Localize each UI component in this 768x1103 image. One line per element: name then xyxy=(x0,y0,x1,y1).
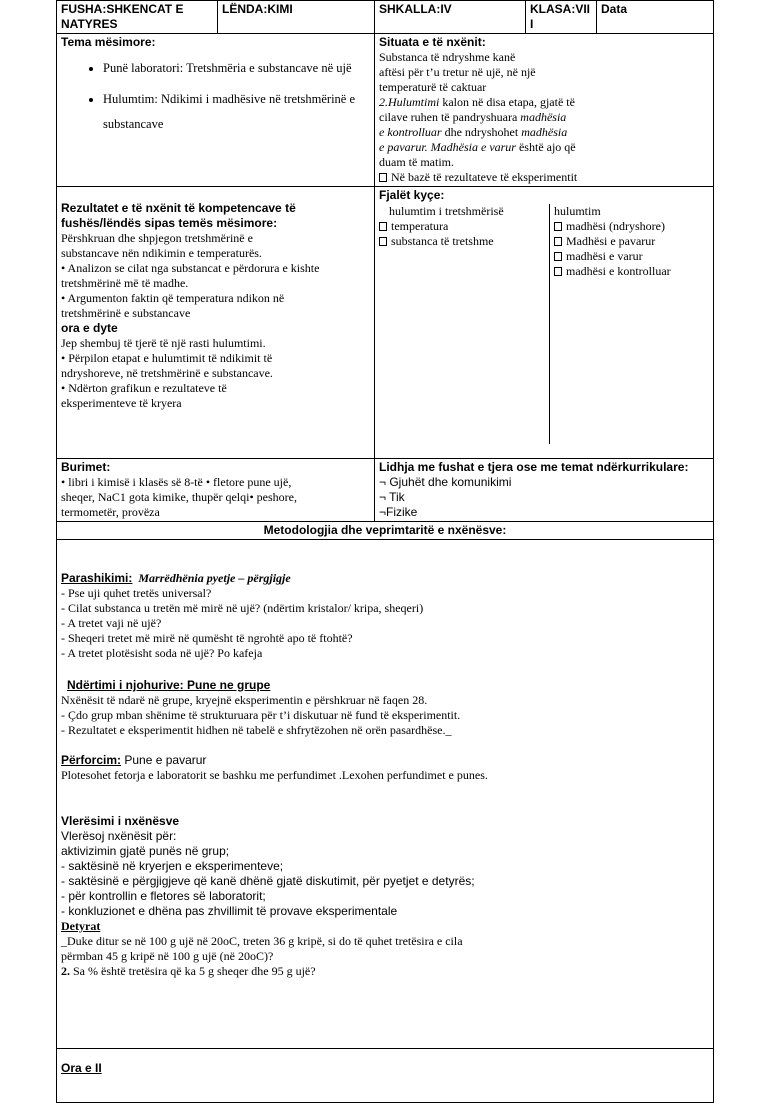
rezultatet-line: substancave nën ndikimin e temperaturës. xyxy=(61,246,262,260)
checkbox-icon xyxy=(554,252,562,261)
keyword: hulumtim i tretshmërisë xyxy=(389,204,504,218)
data-cell: Data xyxy=(597,1,714,34)
keyword: madhësi (ndryshore) xyxy=(566,219,665,233)
vleresimi-line: - konkluzionet e dhëna pas zhvillimit të provave eksperimentale xyxy=(61,904,398,918)
situata-text: Në bazë të rezultateve të eksperimentit xyxy=(391,170,578,184)
lenda-cell: LËNDA:KIMI xyxy=(218,1,375,34)
fjalet-title: Fjalët kyçe: xyxy=(379,188,445,202)
burimet-line: • libri i kimisë i klasës së 8-të • fletore pune ujë, xyxy=(61,475,292,489)
tema-row xyxy=(57,34,714,187)
rezultatet-line: • Ndërton grafikun e rezultateve të xyxy=(61,381,227,395)
parashikimi-sub: Marrëdhënia pyetje – përgjigje xyxy=(138,571,291,585)
burimet-title: Burimet: xyxy=(61,460,111,474)
situata-title: Situata e të nxënit: xyxy=(379,35,486,49)
tema-item: • Punë laboratori: Tretshmëria e substancave në ujë xyxy=(103,56,370,81)
vleresimi-line: - saktësinë e përgjigjeve që kanë dhënë gjatë diskutimit, për pyetjet e detyrës; xyxy=(61,874,475,888)
situata-text: madhësia xyxy=(520,110,567,124)
situata-text: është ajo që xyxy=(515,140,576,154)
fjalet-cell xyxy=(375,187,714,459)
rezultatet-line: tretshmërinë më të madhe. xyxy=(61,276,189,290)
checkbox-icon xyxy=(379,222,387,231)
vleresimi-title: Vlerësimi i nxënësve xyxy=(61,814,180,828)
situata-line: aftësi për t’u tretur në ujë, në një xyxy=(379,65,536,79)
vleresimi-line: Vlerësoj nxënësit për: xyxy=(61,829,177,843)
burimet-row xyxy=(57,459,714,522)
fusha-cell: FUSHA:SHKENCAT E NATYRES xyxy=(57,1,218,34)
fjalet-col1 xyxy=(375,204,550,444)
keyword: temperatura xyxy=(391,219,449,233)
parashikimi-line: - A tretet plotësisht soda në ujë? Po kafeja xyxy=(61,646,263,660)
checkbox-icon xyxy=(379,173,387,182)
lidhja-item: ¬ Tik xyxy=(379,490,405,504)
ora-ii-cell xyxy=(57,1049,714,1103)
rezultatet-row xyxy=(57,187,714,459)
situata-line: temperaturë të caktuar xyxy=(379,80,487,94)
header-row xyxy=(57,1,714,34)
tema-item: • Hulumtim: Ndikimi i madhësive në tretshmërinë e substancave xyxy=(103,87,370,137)
ndertimi-label: Ndërtimi i njohurive: Pune ne grupe xyxy=(67,678,271,692)
detyra-line: _Duke ditur se në 100 g ujë në 20oC, treten 36 g kripë, si do të quhet tretësira e cila xyxy=(61,934,463,948)
parashikimi-line: - A tretet vaji në ujë? xyxy=(61,616,162,630)
keyword: Madhësi e pavarur xyxy=(566,234,656,248)
parashikimi-label: Parashikimi: xyxy=(61,571,133,585)
detyra-number: 2. xyxy=(61,964,70,978)
checkbox-icon xyxy=(554,237,562,246)
parashikimi-line: - Sheqeri tretet më mirë në qumësht të ngrohtë apo të ftohtë? xyxy=(61,631,353,645)
ora-dyte-label: ora e dyte xyxy=(61,321,118,335)
rezultatet-title: Rezultatet e të nxënit të kompetencave të fushës/lëndës sipas temës mësimore: xyxy=(61,201,296,230)
rezultatet-line: • Përpilon etapat e hulumtimit të ndikimit të xyxy=(61,351,273,365)
tema-title: Tema mësimore: xyxy=(61,35,156,49)
detyra-line: Sa % është tretësira që ka 5 g sheqer dhe 95 g ujë? xyxy=(70,964,316,978)
parashikimi-line: - Cilat substanca u tretën më mirë në ujë? (ndërtim kristalor/ kripa, sheqeri) xyxy=(61,601,424,615)
vleresimi-line: - saktësinë në kryerjen e eksperimenteve; xyxy=(61,859,284,873)
fjalet-col2 xyxy=(550,204,675,444)
situata-text: e kontrolluar xyxy=(379,125,442,139)
rezultatet-line: eksperimenteve të kryera xyxy=(61,396,182,410)
checkbox-icon xyxy=(379,237,387,246)
tema-cell xyxy=(57,34,375,187)
situata-text: 2.Hulumtimi xyxy=(379,95,440,109)
ndertimi-line: Nxënësit të ndarë në grupe, kryejnë eksperimentin e përshkruar në faqen 28. xyxy=(61,693,428,707)
ndertimi-line: - Çdo grup mban shënime të strukturuara për t’i diskutuar në fund të eksperimentit. xyxy=(61,708,461,722)
lidhja-title: Lidhja me fushat e tjera ose me temat ndërkurrikulare: xyxy=(379,460,689,474)
perforcim-label: Përforcim: xyxy=(61,753,122,767)
metodologjia-header-row xyxy=(57,522,714,540)
parashikimi-line: - Pse uji quhet tretës universal? xyxy=(61,586,212,600)
metodologjia-row xyxy=(57,540,714,1049)
situata-cell xyxy=(375,34,714,187)
ndertimi-line: - Rezultatet e eksperimentit hidhen në tabelë e shfrytëzohen në orën pasardhëse._ xyxy=(61,723,452,737)
keyword: hulumtim xyxy=(554,204,601,218)
detyra-line: përmban 45 g kripë në 100 g ujë (në 20oC)? xyxy=(61,949,274,963)
rezultatet-line: tretshmërinë e substancave xyxy=(61,306,191,320)
checkbox-icon xyxy=(554,222,562,231)
situata-line: duam të matim. xyxy=(379,155,454,169)
situata-text: madhësia xyxy=(521,125,568,139)
situata-line: Substanca të ndryshme kanë xyxy=(379,50,516,64)
situata-text: cilave ruhen të pandryshuara xyxy=(379,110,521,124)
situata-text: dhe ndryshohet xyxy=(441,125,522,139)
metodologjia-cell xyxy=(57,540,714,1049)
rezultatet-cell xyxy=(57,187,375,459)
vleresimi-line: aktivizimin gjatë punës në grup; xyxy=(61,844,230,858)
perforcim-sub: Pune e pavarur xyxy=(121,753,207,767)
detyrat-title: Detyrat xyxy=(61,919,101,933)
shkalla-cell: SHKALLA:IV xyxy=(375,1,526,34)
situata-text: kalon në disa etapa, gjatë të xyxy=(439,95,575,109)
ora-ii-label: Ora e II xyxy=(61,1061,102,1075)
situata-text: e pavarur. Madhësia e varur xyxy=(379,140,516,154)
lidhja-item: ¬Fizike xyxy=(379,505,418,519)
checkbox-icon xyxy=(554,267,562,276)
keyword: substanca të tretshme xyxy=(391,234,494,248)
rezultatet-line: ndryshoreve, në tretshmërinë e substancave. xyxy=(61,366,273,380)
tema-list xyxy=(61,56,370,137)
rezultatet-line: Përshkruan dhe shpjegon tretshmërinë e xyxy=(61,231,253,245)
keyword: madhësi e kontrolluar xyxy=(566,264,671,278)
vleresimi-line: - për kontrollin e fletores së laboratorit; xyxy=(61,889,266,903)
lidhja-item: ¬ Gjuhët dhe komunikimi xyxy=(379,475,512,489)
keyword: madhësi e varur xyxy=(566,249,643,263)
lesson-plan-table xyxy=(56,0,714,1103)
ora-ii-row xyxy=(57,1049,714,1103)
rezultatet-line: Jep shembuj të tjerë të një rasti hulumtimi. xyxy=(61,336,266,350)
klasa-cell: KLASA:VII I xyxy=(526,1,597,34)
burimet-line: termometër, provëza xyxy=(61,505,160,519)
perforcim-line: Plotesohet fetorja e laboratorit se bashku me perfundimet .Lexohen perfundimet e punes. xyxy=(61,768,488,782)
lidhja-cell xyxy=(375,459,714,522)
metodologjia-title: Metodologjia dhe veprimtaritë e nxënësve: xyxy=(57,522,714,540)
burimet-line: sheqer, NaC1 gota kimike, thupër qelqi• peshore, xyxy=(61,490,297,504)
rezultatet-line: • Analizon se cilat nga substancat e përdorura e kishte xyxy=(61,261,320,275)
burimet-cell xyxy=(57,459,375,522)
rezultatet-line: • Argumenton faktin që temperatura ndikon në xyxy=(61,291,285,305)
